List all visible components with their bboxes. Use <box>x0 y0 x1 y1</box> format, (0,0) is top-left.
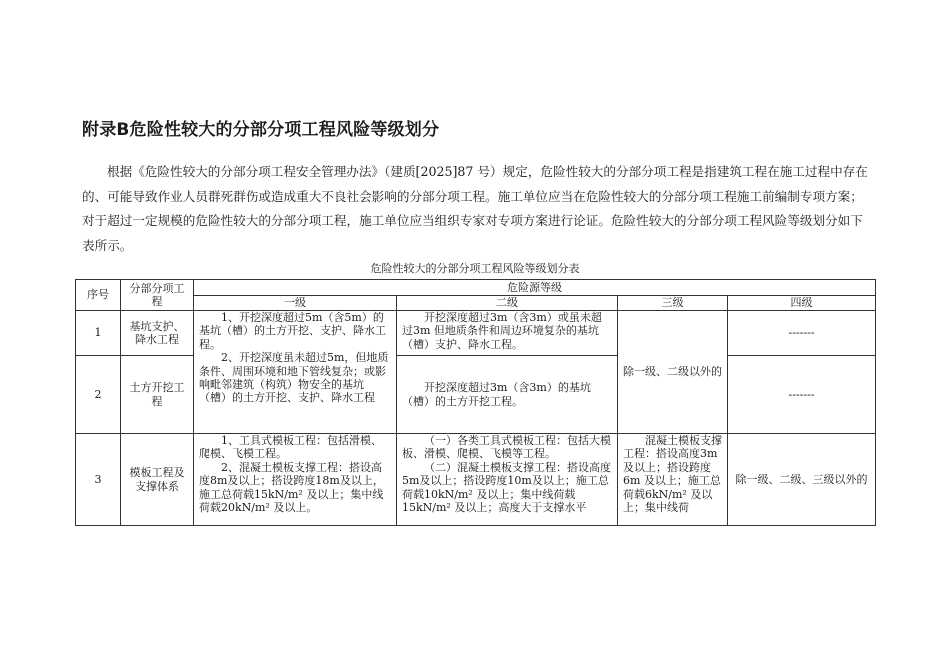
row1-project: 基坑支护、降水工程 <box>121 311 194 356</box>
table-row <box>76 434 876 526</box>
header-row-2 <box>76 296 876 311</box>
header-level4: 四级 <box>728 296 876 311</box>
row2-project: 土方开挖工程 <box>121 356 194 434</box>
header-level2: 二级 <box>397 296 618 311</box>
header-row-1 <box>76 280 876 296</box>
row2-seq: 2 <box>76 356 121 434</box>
level2-item2: （二）混凝土模板支撑工程：搭设高度5m及以上；搭设跨度10m及以上；施工总荷载10kN/m² 及以上；集中线荷载15kN/m² 及以上；高度大于支撑水平 <box>402 460 611 515</box>
row3-level1 <box>194 434 397 526</box>
header-seq: 序号 <box>76 280 121 311</box>
row2-level4: ------- <box>728 356 876 434</box>
table-caption: 危险性较大的分部分项工程风险等级划分表 <box>370 262 580 275</box>
row1-2-level1 <box>194 311 397 434</box>
row3-level3: 混凝土模板支撑工程：搭设高度3m 及以上；搭设跨度6m 及以上；施工总荷载6kN/m² 及以上；集中线荷 <box>618 434 728 526</box>
header-project: 分部分项工程 <box>121 280 194 311</box>
table-row <box>76 311 876 356</box>
row1-2-level3: 除一级、二级以外的 <box>618 311 728 434</box>
row1-level2: 开挖深度超过3m（含3m）或虽未超过3m 但地质条件和周边环境复杂的基坑（槽）支护、降水工程。 <box>397 311 618 356</box>
header-level3: 三级 <box>618 296 728 311</box>
level1-item1: 1、开挖深度超过5m（含5m）的基坑（槽）的土方开挖、支护、降水工程。 <box>199 311 386 351</box>
row3-project: 模板工程及支撑体系 <box>121 434 194 526</box>
appendix-title: 附录B危险性较大的分部分项工程风险等级划分 <box>82 120 440 140</box>
row3-seq: 3 <box>76 434 121 526</box>
level1-item1: 1、工具式模板工程：包括滑模、爬模、飞模工程。 <box>199 434 382 461</box>
row1-seq: 1 <box>76 311 121 356</box>
level2-item1: （一）各类工具式模板工程：包括大模板、滑模、爬模、飞模等工程。 <box>402 434 611 461</box>
level1-item2: 2、开挖深度虽未超过5m，但地质条件、周围环境和地下管线复杂；或影响毗邻建筑（构筑）物安全的基坑（槽）的土方开挖、支护、降水工程 <box>199 351 389 405</box>
level1-item2: 2、混凝土模板支撑工程：搭设高度8m及以上；搭设跨度18m及以上，施工总荷载15kN/m² 及以上；集中线荷载20kN/m² 及以上。 <box>199 460 384 515</box>
header-risk-level: 危险源等级 <box>194 280 876 296</box>
header-level1: 一级 <box>194 296 397 311</box>
row2-level2: 开挖深度超过3m（含3m）的基坑（槽）的土方开挖工程。 <box>397 356 618 434</box>
risk-level-table <box>75 279 876 526</box>
row3-level4: 除一级、二级、三级以外的 <box>728 434 876 526</box>
intro-paragraph: 根据《危险性较大的分部分项工程安全管理办法》（建质[2025]87 号）规定，危险性较大的分部分项工程是指建筑工程在施工过程中存在的、可能导致作业人员群死群伤或造成重大不良社会影响的分部分项工程。施工单位应当在危险性较大的分部分项工程施工前编制专项方案；对于超过一定规模的危险性较大的分部分项工程，施工单位应当组织专家对专项方案进行论证。危险性较大的分部分项工程风险等级划分如下表所示。 <box>82 164 868 253</box>
row3-level2 <box>397 434 618 526</box>
row1-level4: ------- <box>728 311 876 356</box>
